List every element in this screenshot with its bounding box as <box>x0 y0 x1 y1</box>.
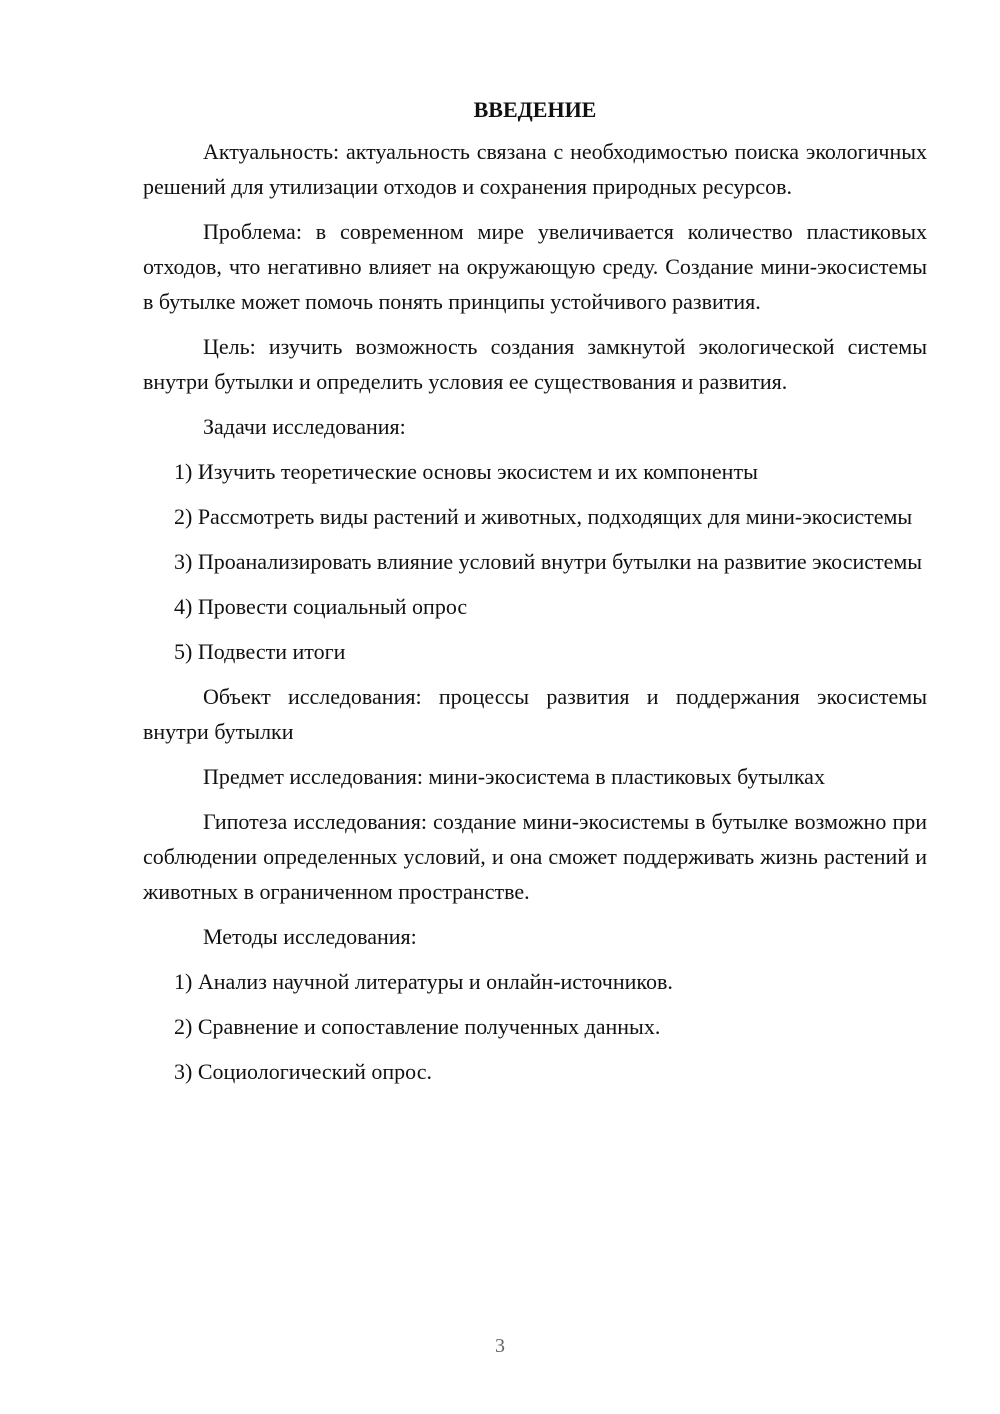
method-item: 1) Анализ научной литературы и онлайн-источников. <box>174 969 673 994</box>
method-item: 2) Сравнение и сопоставление полученных данных. <box>174 1014 661 1039</box>
paragraph-subject: Предмет исследования: мини-экосистема в пластиковых бутылках <box>203 764 825 789</box>
method-item: 3) Социологический опрос. <box>174 1059 432 1084</box>
task-item: 2) Рассмотреть виды растений и животных, подходящих для мини-экосистемы <box>174 504 913 529</box>
paragraph-problem: Проблема: в современном мире увеличивается количество пластиковых отходов, что негативно влияет на окружающую среду. Создание мини-экосистемы в бутылке может помочь понять принципы устойчивого развития. <box>143 219 927 314</box>
page-content <box>143 92 927 1099</box>
task-item: 3) Проанализировать влияние условий внутри бутылки на развитие экосистемы <box>174 549 923 574</box>
paragraph-relevance: Актуальность: актуальность связана с необходимостью поиска экологичных решений для утилизации отходов и сохранения природных ресурсов. <box>143 139 927 199</box>
paragraph-tasks-heading: Задачи исследования: <box>203 414 406 439</box>
paragraph-goal: Цель: изучить возможность создания замкнутой экологической системы внутри бутылки и определить условия ее существования и развития. <box>143 334 927 394</box>
task-item: 1) Изучить теоретические основы экосистем и их компоненты <box>174 459 758 484</box>
page-number: 3 <box>495 1335 505 1357</box>
paragraph-object: Объект исследования: процессы развития и поддержания экосистемы внутри бутылки <box>143 684 927 744</box>
task-item: 5) Подвести итоги <box>174 639 346 664</box>
page-title: ВВЕДЕНИЕ <box>473 97 597 122</box>
task-item: 4) Провести социальный опрос <box>174 594 468 619</box>
paragraph-hypothesis: Гипотеза исследования: создание мини-экосистемы в бутылке возможно при соблюдении определенных условий, и она сможет поддерживать жизнь растений и животных в ограниченном пространстве. <box>143 809 927 904</box>
paragraph-methods-heading: Методы исследования: <box>203 924 417 949</box>
